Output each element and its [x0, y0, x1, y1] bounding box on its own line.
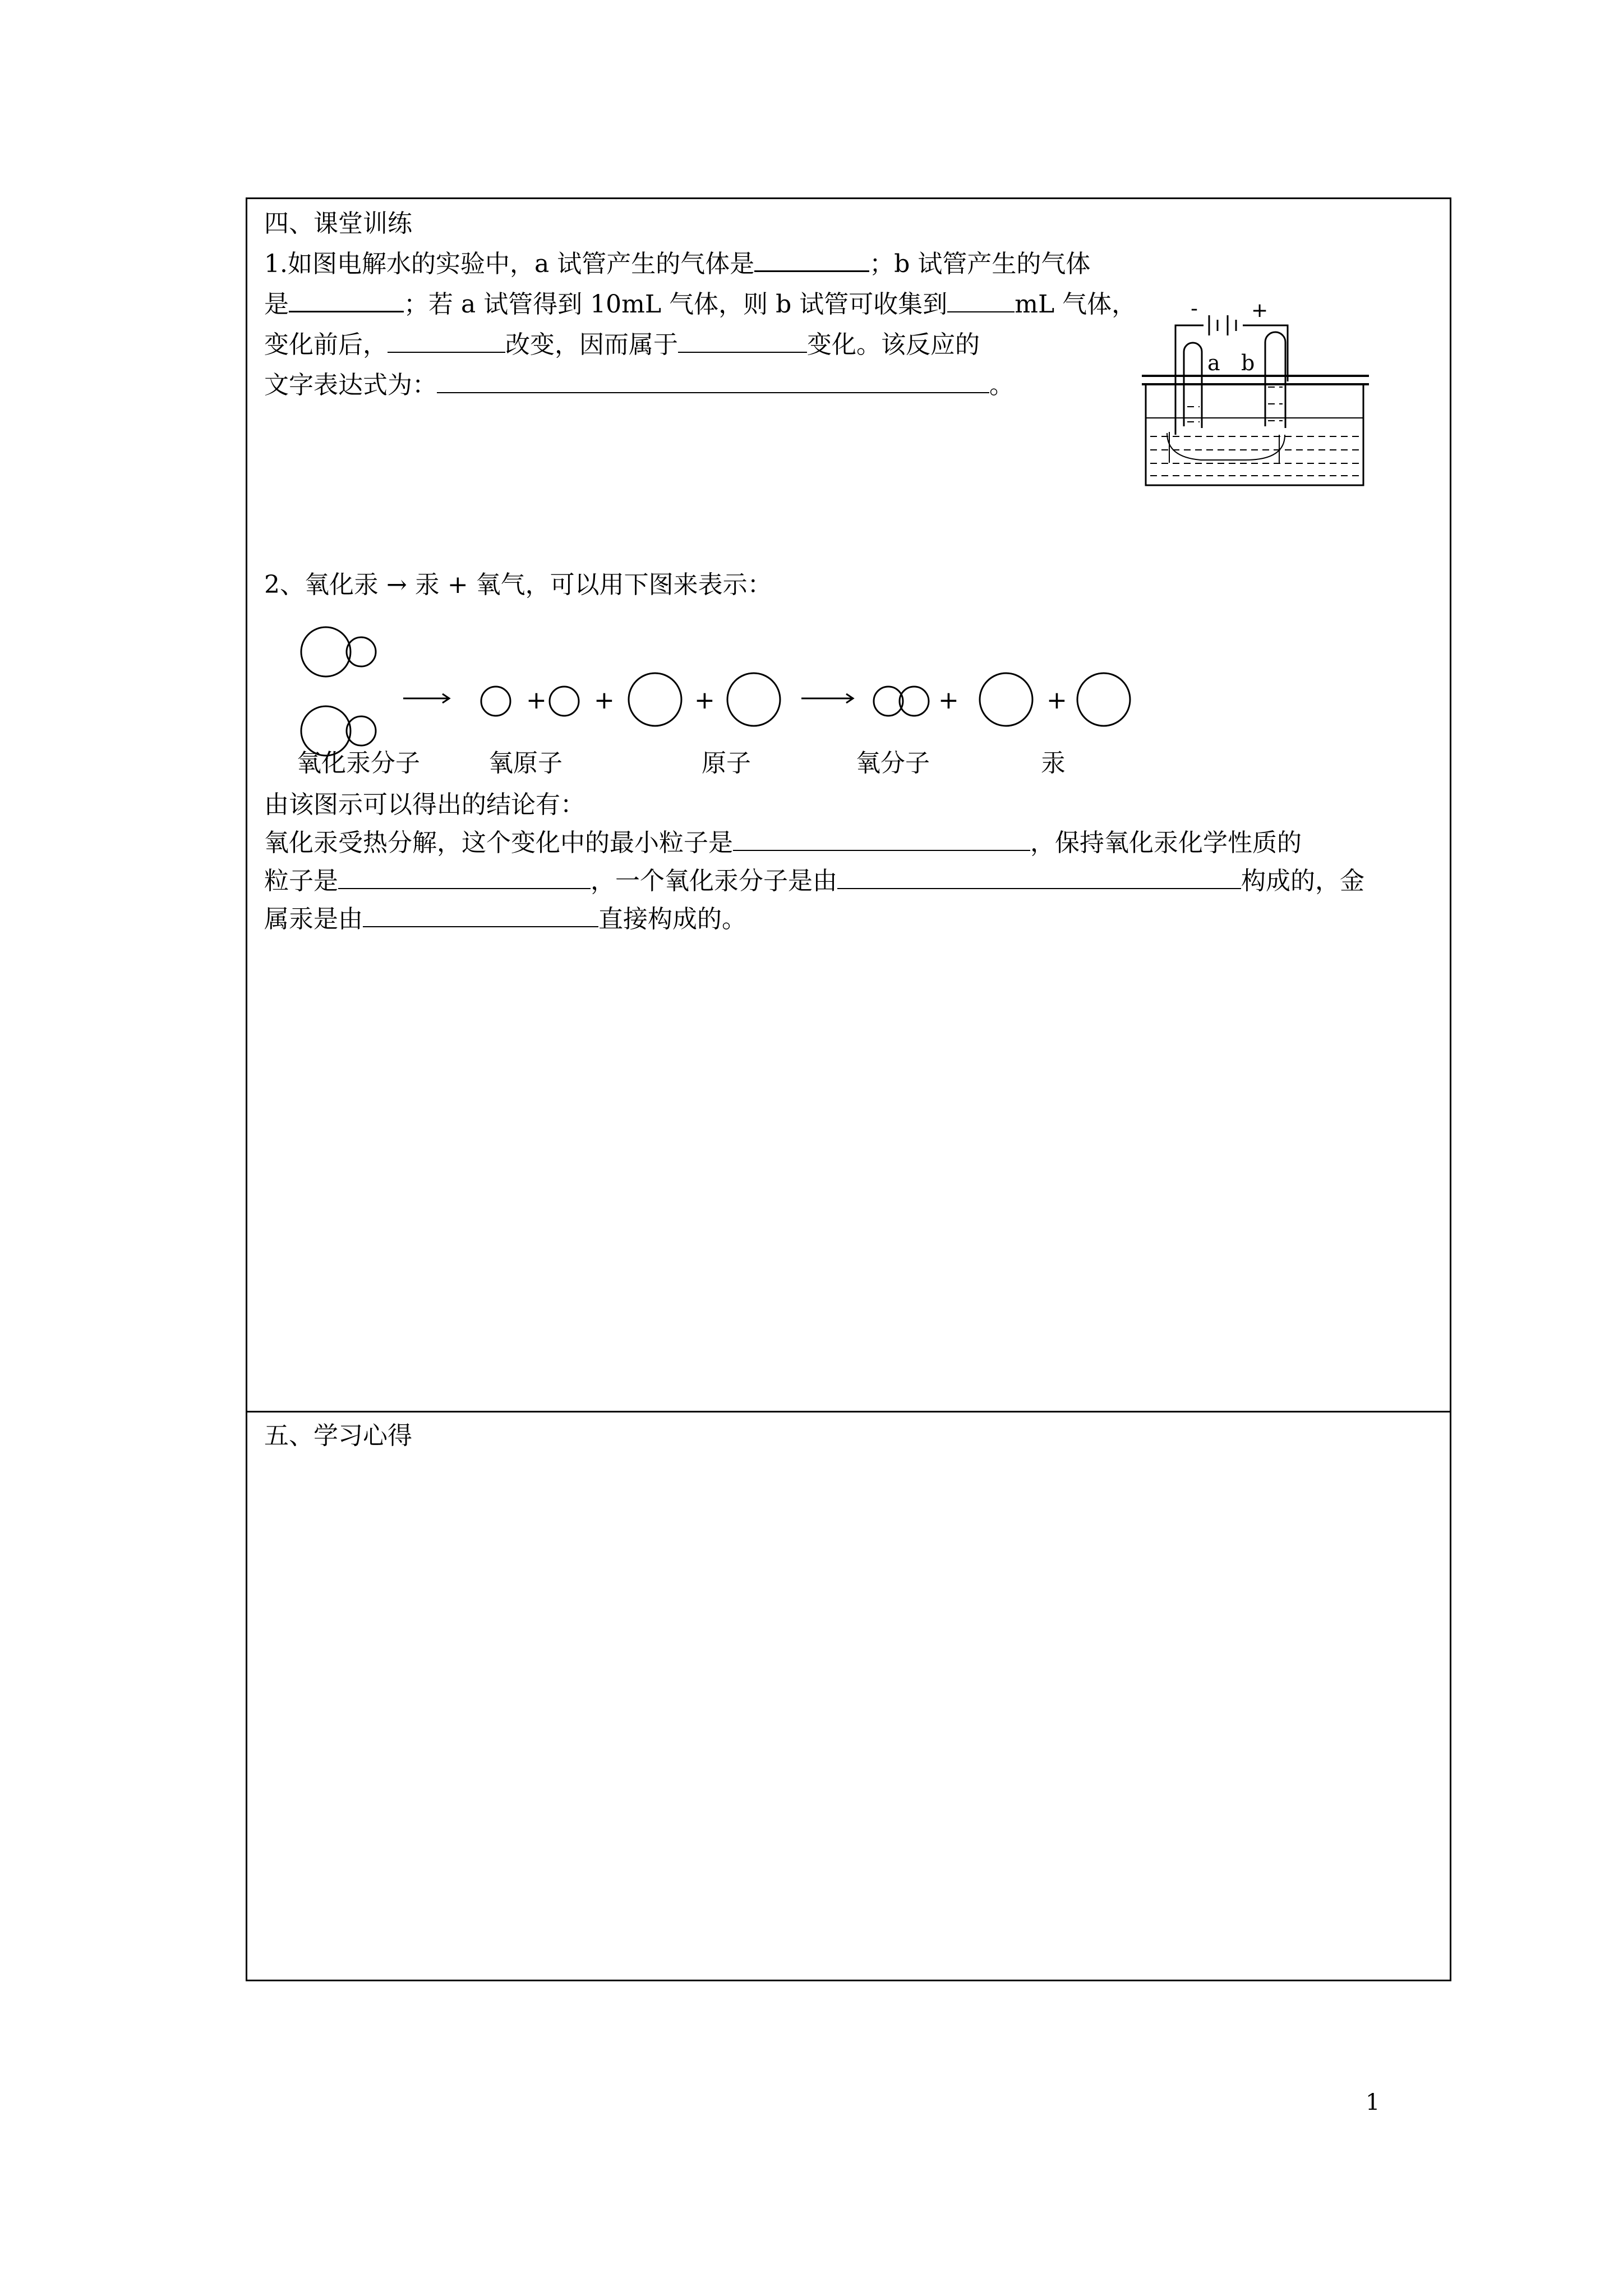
- q1-text-1a: 1.如图电解水的实验中，a 试管产生的气体是: [264, 250, 755, 278]
- answer-blank-b-gas[interactable]: [289, 289, 404, 312]
- oxygen-atom: [481, 687, 510, 716]
- oxygen-molecule-atom: [900, 687, 929, 716]
- section-divider: [247, 1411, 1450, 1412]
- q1-line2: [264, 288, 1136, 321]
- section4-title: 四、课堂训练: [264, 209, 412, 238]
- label-oxygen-atom: 氧原子: [488, 749, 562, 777]
- q1-text-3b: 改变，因而属于: [505, 330, 678, 359]
- conclusion-line2: [264, 864, 1364, 898]
- q1-line3: [264, 328, 980, 362]
- plus-terminal-label: +: [1251, 299, 1269, 322]
- answer-blank-molecule-composition[interactable]: [837, 867, 1241, 889]
- conclusion-line1: [264, 826, 1302, 860]
- label-atom: 原子: [702, 749, 751, 777]
- oxygen-molecule-atom: [874, 687, 903, 716]
- answer-blank-change-type[interactable]: [678, 330, 807, 353]
- plus-sign: +: [1046, 686, 1067, 715]
- plus-sign: +: [938, 686, 959, 715]
- learning-reflection-area[interactable]: [264, 1461, 1431, 1955]
- mercury-oxide-reaction-diagram: [247, 603, 1453, 783]
- conclusion-title: 由该图示可以得出的结论有：: [264, 790, 585, 819]
- tube-b-label: b: [1241, 351, 1255, 375]
- answer-blank-word-equation[interactable]: [437, 371, 989, 393]
- q1-text-2c: mL 气体，: [1015, 290, 1137, 319]
- conclusion-text-1a: 氧化汞受热分解，这个变化中的最小粒子是: [264, 829, 733, 857]
- conclusion-line3: [264, 903, 746, 936]
- label-oxygen-molecule: 氧分子: [856, 749, 930, 777]
- answer-blank-chemical-property-particle[interactable]: [338, 867, 591, 889]
- mercury-atom: [727, 673, 780, 726]
- section5-title: 五、学习心得: [264, 1421, 412, 1450]
- tube-a-label: a: [1207, 351, 1220, 375]
- answer-blank-mercury-composition[interactable]: [363, 905, 598, 927]
- plus-sign: +: [694, 686, 715, 715]
- conclusion-text-3a: 属汞是由: [264, 905, 363, 933]
- answer-blank-smallest-particle[interactable]: [733, 829, 1030, 851]
- oxygen-atom: [550, 687, 579, 716]
- mercury-atom: [980, 673, 1032, 726]
- mercury-atom: [629, 673, 681, 726]
- conclusion-text-1b: ，保持氧化汞化学性质的: [1030, 829, 1302, 857]
- q1-text-2a: 是: [264, 290, 289, 319]
- answer-blank-unchanged[interactable]: [388, 330, 505, 353]
- q1-text-3c: 变化。该反应的: [807, 330, 980, 359]
- label-mercury-oxide-molecule: 氧化汞分子: [297, 749, 420, 777]
- conclusion-text-3b: 直接构成的。: [598, 905, 746, 933]
- q2-intro: 2、氧化汞 → 汞 + 氧气，可以用下图来表示：: [264, 570, 772, 599]
- electrolysis-apparatus-diagram: [1133, 292, 1391, 494]
- q1-line4: [264, 369, 1014, 402]
- q1-text-2b: ；若 a 试管得到 10mL 气体，则 b 试管可收集到: [404, 290, 948, 319]
- q1-text-3a: 变化前后，: [264, 330, 388, 359]
- worksheet-table: [246, 197, 1451, 1981]
- answer-blank-a-gas[interactable]: [754, 249, 869, 272]
- plus-sign: +: [526, 686, 547, 715]
- plus-sign: +: [594, 686, 615, 715]
- conclusion-text-2a: 粒子是: [264, 867, 338, 895]
- q1-line1: [264, 247, 1090, 281]
- minus-terminal-label: -: [1191, 297, 1198, 320]
- label-mercury: 汞: [1041, 749, 1066, 777]
- q1-text-4a: 文字表达式为：: [264, 371, 437, 399]
- conclusion-text-2c: 构成的，金: [1241, 867, 1364, 895]
- mercury-atom: [1077, 673, 1130, 726]
- answer-blank-volume[interactable]: [947, 290, 1015, 312]
- hgo-molecule-hg-atom: [301, 627, 351, 677]
- q1-text-1b: ；b 试管产生的气体: [869, 250, 1091, 278]
- page-number: 1: [1366, 2090, 1380, 2115]
- conclusion-text-2b: ，一个氧化汞分子是由: [591, 867, 837, 895]
- q1-text-4b: 。: [989, 371, 1014, 399]
